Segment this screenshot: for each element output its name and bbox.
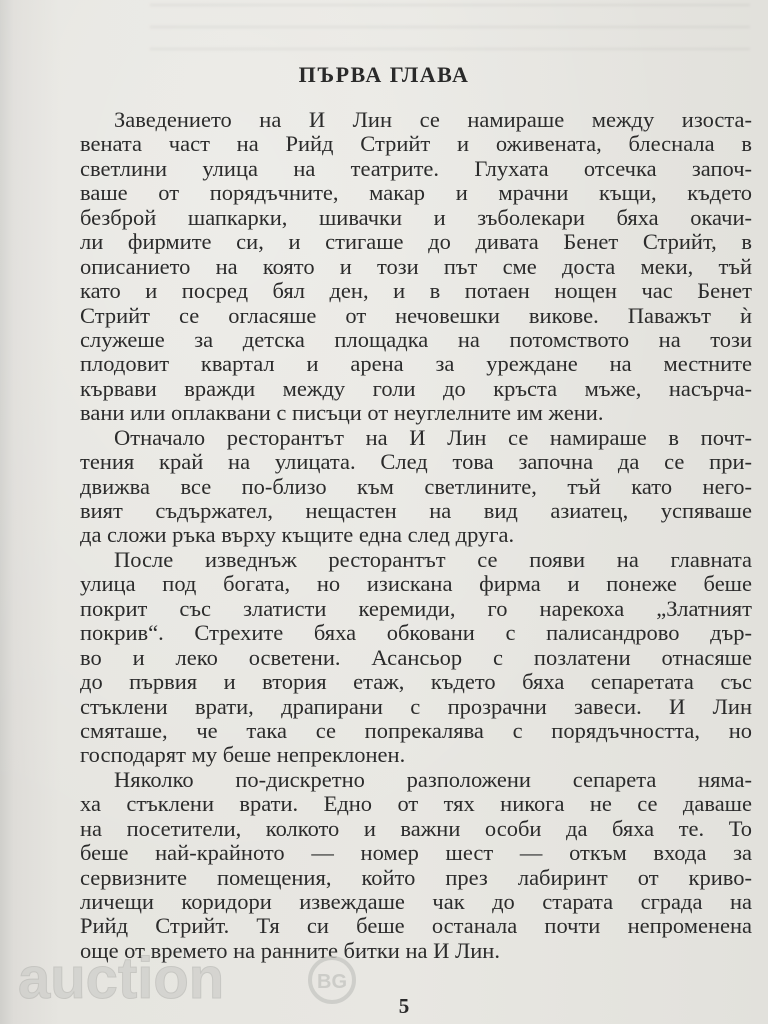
auction-watermark-logo	[14, 944, 374, 1014]
text-line: още от времето на ранните битки на И Лин.	[80, 938, 500, 963]
text-line: Стрийт се огласяше от нечовешки викове. Паважът ѝ	[80, 303, 752, 328]
text-line: тения край на улицата. След това започна да се при-	[80, 450, 752, 475]
watermark-text: auction	[18, 946, 225, 1011]
text-line: служеше за детска площадка на потомството на този	[80, 327, 752, 352]
text-line: на посетители, колкото и важни особи да бяха те. То	[80, 816, 752, 841]
text-line: ха стъклени врати. Едно от тях никога не се даваше	[80, 792, 752, 817]
text-line: Рийд Стрийт. Тя си беше останала почти непроменена	[80, 914, 752, 939]
watermark-suffix: BG	[317, 971, 347, 993]
text-line: сервизните помещения, който през лабиринт от криво-	[80, 865, 752, 890]
text-line: во и леко осветени. Асансьор с позлатени отнасяше	[80, 645, 752, 670]
text-line: вани или оплаквани с писъци от неуглелните им жени.	[80, 401, 604, 426]
text-line: до първия и втория етаж, където бяха сепаретата със	[80, 670, 752, 695]
text-line: ли фирмите си, и стигаше до дивата Бенет Стрийт, в	[80, 230, 752, 255]
text-line: смяташе, че така се попрекалява с порядъчността, но	[80, 718, 752, 743]
text-line: описанието на която и този път сме доста меки, тъй	[80, 254, 752, 279]
text-line: личещи коридори извеждаше чак до старата сграда на	[80, 890, 752, 914]
text-line: улица под богата, но изискана фирма и понеже беше	[80, 572, 752, 597]
text-line: вената част на Рийд Стрийт и оживената, блеснала в	[80, 132, 752, 157]
page-number: 5	[398, 994, 410, 1018]
text-line: да сложи ръка върху къщите една след друга.	[80, 523, 515, 548]
body-text	[80, 108, 752, 963]
text-line: светлини улица на театрите. Глухата отсечка започ-	[80, 156, 752, 181]
text-line: движва все по-близо към светлините, тъй като него-	[80, 474, 752, 499]
text-line: ваше от порядъчните, макар и мрачни къщи, където	[80, 181, 752, 206]
text-line: беше най-крайното — номер шест — откъм входа за	[80, 841, 752, 866]
text-line: стъклени врати, драпирани с прозрачни завеси. И Лин	[80, 694, 752, 719]
text-line: вият съдържател, нещастен на вид азиатец, успяваше	[80, 499, 752, 523]
text-line: покрит със златисти керемиди, го нарекоха „Златният	[80, 596, 752, 621]
text-line: Няколко по-дискретно разположени сепарета няма-	[114, 767, 752, 792]
text-line: плодовит квартал и арена за уреждане на местните	[80, 352, 752, 377]
bleed-through-text	[150, 4, 750, 54]
text-line: кървави вражди между голи до кръста мъже, насърча-	[80, 376, 752, 401]
text-line: покрив“. Стрехите бяха обковани с палисандрово дър-	[80, 621, 752, 646]
text-line: После изведнъж ресторантът се появи на главната	[114, 547, 752, 572]
text-line: Отначало ресторантът на И Лин се намираше в почт-	[114, 425, 752, 450]
text-line: Заведението на И Лин се намираше между изоста-	[114, 108, 752, 132]
text-line: господарят му беше непреклонен.	[80, 743, 406, 768]
text-line: като и посред бял ден, и в потаен нощен час Бенет	[80, 279, 752, 304]
chapter-title: ПЪРВА ГЛАВА	[298, 62, 470, 87]
text-line: безброй шапкарки, шивачки и зъболекари бяха окачи-	[80, 205, 752, 230]
